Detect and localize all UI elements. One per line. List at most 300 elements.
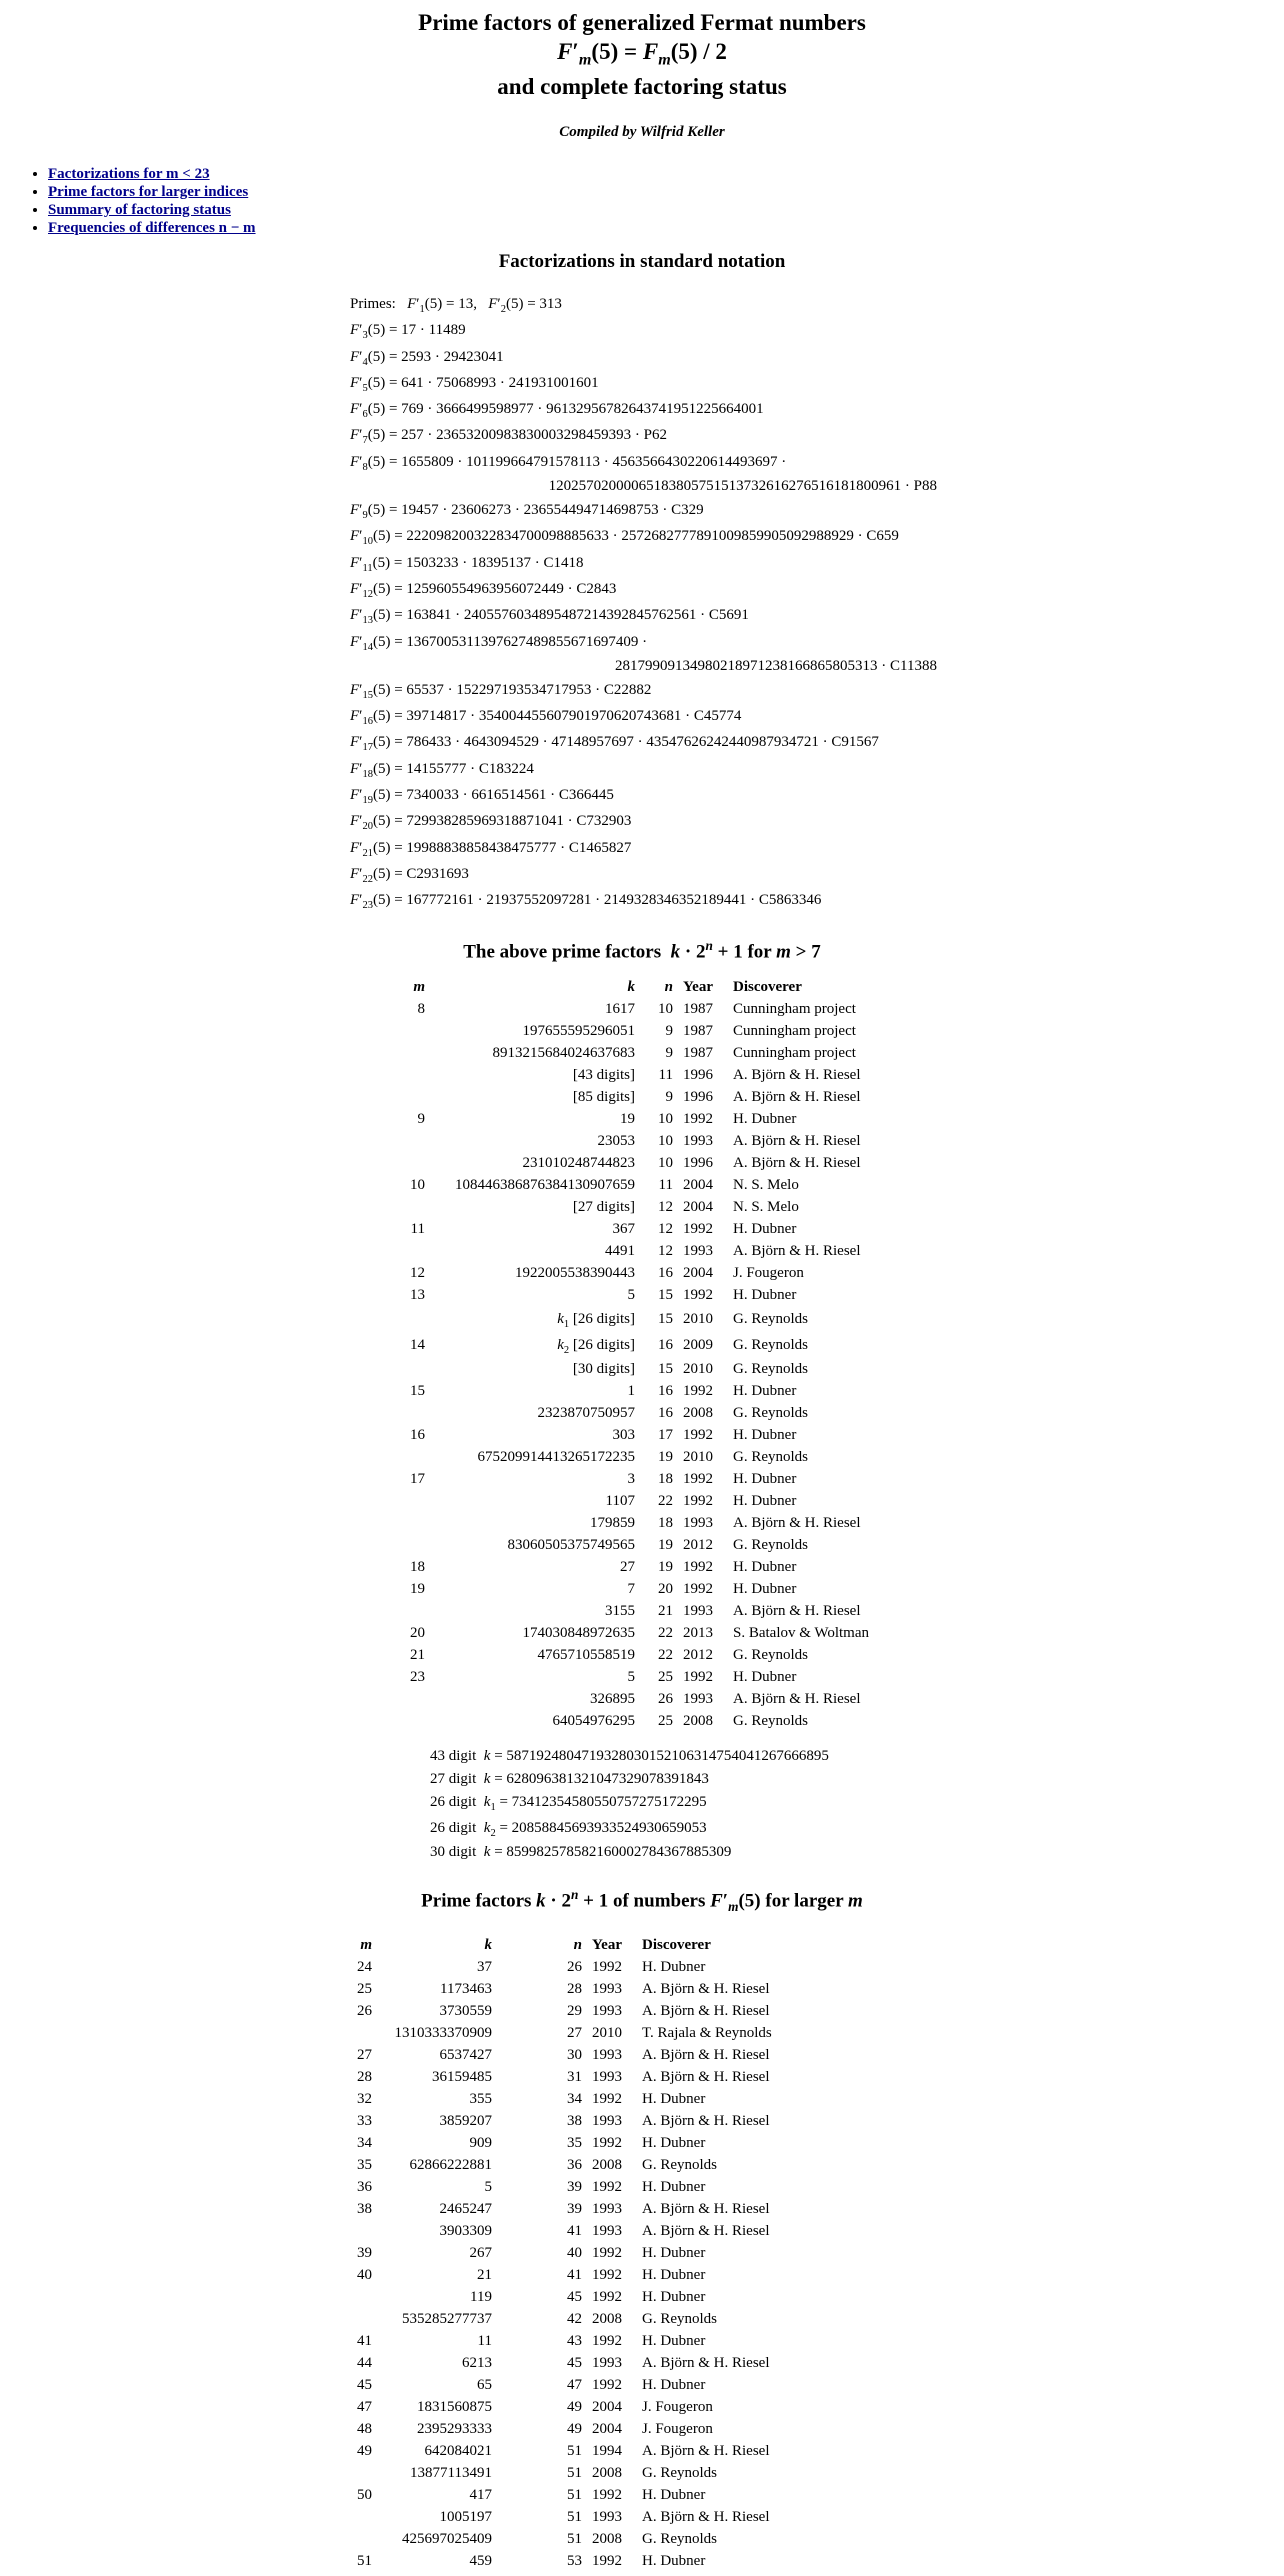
col-k: k [484,1937,492,1953]
cell-n: 10 [658,1111,673,1127]
cell-k: 3859207 [439,2113,492,2129]
digit-note [430,1790,829,1816]
factorization-row [350,370,950,396]
primes-row: Primes: $F'_1(5) = 13$, $F'_2(5) = 313$ [350,296,562,315]
cell-m: 36 [357,2179,372,2195]
cell-year: 1993 [683,1603,713,1619]
table-row [345,2418,777,2440]
table-row [345,2000,777,2022]
cell-k: 891321568402463​7683 [492,1045,635,1061]
cell-year: 2008 [683,1713,713,1729]
cell-discoverer: A. Björn & H. Riesel [642,2069,770,2085]
cell-m [405,1446,430,1468]
fermat-label: $F'_5(5)$ = [350,374,402,394]
table-row [345,2308,777,2330]
factorization-value: 1655809 · 1011996647915781​13 · 456356643022061​4493697 · [401,453,787,470]
cell-year: 1993 [592,2201,622,2217]
factorization-row [350,861,950,887]
factorization-value: 167772161 · 21937552097281 · 214932834635218​9441 · C5863346 [406,892,822,909]
digit-note [430,1841,829,1864]
cell-year: 1992 [683,1471,713,1487]
fermat-index: 3 [362,330,368,342]
cell-year: 1994 [592,2443,622,2459]
section2-heading-mid: + 1 for [717,941,777,963]
cell-k: 1173463 [440,1981,492,1997]
cell-year: 1993 [592,2069,622,2085]
table-row [405,1306,874,1332]
factorization-value: C2931693 [406,865,469,882]
primes-label: Primes: [350,296,396,312]
factorization-row [350,344,950,370]
cell-m: 11 [410,1221,425,1237]
toc-link-summary[interactable]: Summary of factoring status [48,202,231,219]
cell-m: 23 [410,1669,425,1685]
factorization-row [350,422,950,448]
cell-m: 32 [357,2091,372,2107]
note-prefix: 26 digit [430,1794,481,1810]
table-row [405,1534,874,1556]
cell-k: 3 [627,1471,635,1487]
col-m: m [360,1937,372,1953]
table-row [345,2506,777,2528]
cell-m [405,1152,430,1174]
cell-m: 44 [357,2355,372,2371]
cell-n: 39 [567,2179,582,2195]
cell-n: 16 [658,1405,673,1421]
cell-m: 20 [410,1625,425,1641]
cell-year: 2008 [592,2311,622,2327]
cell-year: 1992 [592,2377,622,2393]
title-line-3: and complete factoring status [497,73,787,99]
table-row [345,2286,777,2308]
cell-discoverer: H. Dubner [642,2377,706,2393]
cell-k: 367 [612,1221,635,1237]
cell-m [405,1534,430,1556]
cell-discoverer: H. Dubner [733,1287,797,1303]
cell-discoverer: H. Dubner [642,2333,706,2349]
fermat-index: 13 [362,615,373,627]
table-row [405,1108,874,1130]
cell-k: 1922005538390443 [515,1265,635,1281]
col-discoverer: Discoverer [733,979,802,995]
section2-heading: The above prime factors $k \cdot 2^n + 1$ for m > 7 [463,938,821,963]
col-m: m [413,979,425,995]
table-row [345,2132,777,2154]
table-row [345,2198,777,2220]
cell-m [345,2022,377,2044]
cell-discoverer: G. Reynolds [733,1647,808,1663]
table-row [345,2264,777,2286]
note-sub: 2 [490,1827,496,1839]
cell-year: 2012 [683,1647,713,1663]
table-row [405,1130,874,1152]
table-row [405,1174,874,1196]
table-row [345,2154,777,2176]
cell-year: 1992 [683,1669,713,1685]
cell-discoverer: G. Reynolds [733,1337,808,1353]
cell-discoverer: G. Reynolds [733,1311,808,1327]
digit-note [430,1768,829,1791]
cell-year: 1993 [592,2509,622,2525]
cell-m: 9 [417,1111,425,1127]
cell-k: 303 [612,1427,635,1443]
cell-n: 22 [658,1493,673,1509]
cell-discoverer: J. Fougeron [642,2399,713,2415]
table-row [405,1358,874,1380]
cell-discoverer: A. Björn & H. Riesel [642,2443,770,2459]
fermat-label: $F'_4(5)$ = [350,348,402,368]
cell-k: 425697025409 [402,2531,492,2547]
toc-item [48,201,1284,219]
cell-discoverer: H. Dubner [733,1221,797,1237]
table-row [405,1644,874,1666]
cell-n: 11 [658,1177,673,1193]
digit-note [430,1816,829,1842]
cell-year: 1992 [592,2091,622,2107]
cell-discoverer: A. Björn & H. Riesel [733,1515,861,1531]
cell-k: [27 digits] [572,1199,635,1215]
cell-discoverer: N. S. Melo [733,1177,799,1193]
cell-year: 2012 [683,1537,713,1553]
cell-n: 10 [658,1133,673,1149]
cell-m [405,1490,430,1512]
note-sub: 1 [490,1802,496,1813]
cell-n: 22 [658,1625,673,1641]
factorization-row [350,523,950,549]
cell-discoverer: N. S. Melo [733,1199,799,1215]
fermat-index: 15 [362,689,373,701]
cell-m [405,1064,430,1086]
cell-year: 1992 [592,2553,622,2569]
cell-k: 2465247 [439,2201,492,2217]
cell-m [405,1086,430,1108]
fermat-label: $F'_{13}(5)$ = [350,607,407,627]
cell-n: 29 [567,2003,582,2019]
fermat-label: $F'_9(5)$ = [350,502,402,522]
toc-link-frequencies[interactable]: Frequencies of differences n − m [48,220,256,237]
factorization-value: 65537 · 152297193534717953 · C22882 [406,681,652,698]
cell-k: 64054976295 [552,1713,635,1729]
cell-n: 25 [658,1713,673,1729]
cell-k: 909 [469,2135,492,2151]
cell-year: 2004 [592,2421,622,2437]
cell-year: 1992 [592,2135,622,2151]
cell-year: 2008 [683,1405,713,1421]
note-value: = 859982578582160002784367885309 [490,1844,732,1860]
section2-heading-end: > 7 [790,941,821,963]
cell-discoverer: H. Dubner [642,2091,706,2107]
cell-n: 21 [658,1603,673,1619]
table-row [405,1064,874,1086]
fermat-label: $F'_{23}(5)$ = [350,892,407,912]
table-row [345,2528,777,2550]
factorization-row [350,887,950,913]
note-k: k [483,1770,491,1787]
cell-m: 15 [410,1383,425,1399]
cell-year: 1987 [683,1045,713,1061]
cell-discoverer: A. Björn & H. Riesel [642,1981,770,1997]
table-row [405,1578,874,1600]
cell-n: 51 [567,2443,582,2459]
cell-n: 18 [658,1471,673,1487]
fermat-label: $F'_{22}(5)$ = [350,865,407,885]
cell-year: 1992 [683,1221,713,1237]
cell-year: 1992 [592,2333,622,2349]
cell-k: 2395293333 [417,2421,492,2437]
col-year: Year [683,979,713,995]
factorization-row [350,782,950,808]
cell-k: 21 [477,2267,492,2283]
cell-k: 1107 [605,1493,635,1509]
cell-n: 12 [658,1243,673,1259]
fermat-label: $F'_{14}(5)$ = [350,633,407,653]
cell-n: 15 [658,1287,673,1303]
col-year: Year [592,1937,622,1953]
cell-n: 22 [658,1647,673,1663]
cell-m [405,1600,430,1622]
table-row [405,1020,874,1042]
note-value: = 20858845693933524930659053 [495,1819,707,1836]
fermat-index: 18 [362,768,373,780]
table-row [345,2088,777,2110]
cell-k: 1084463868763841​30907659 [455,1177,635,1193]
cell-m [345,2220,377,2242]
cell-m: 38 [357,2201,372,2217]
cell-m: 48 [357,2421,372,2437]
factorization-value: 1503233 · 18395137 · C1418 [406,554,584,571]
cell-k: 27 [620,1559,635,1575]
cell-discoverer: A. Björn & H. Riesel [642,2509,770,2525]
cell-n: 16 [658,1383,673,1399]
table-row [405,1196,874,1218]
table-header-row [405,976,874,998]
cell-year: 1993 [683,1133,713,1149]
cell-n: 31 [567,2069,582,2085]
cell-n: 36 [567,2157,582,2173]
cell-year: 1996 [683,1067,713,1083]
cell-n: 9 [665,1045,673,1061]
cell-discoverer: G. Reynolds [642,2465,717,2481]
compiled-by: Compiled by Wilfrid Keller [559,124,725,141]
cell-year: 1992 [592,2289,622,2305]
cell-n: 51 [567,2465,582,2481]
cell-k: 197655595296051 [522,1023,635,1039]
cell-m [405,1306,430,1332]
table-row [405,1218,874,1240]
cell-year: 1992 [683,1493,713,1509]
factorization-value: 17 · 11489 [401,322,466,339]
table-row [345,2066,777,2088]
factorization-value: 769 · 3666499598977 · 96132956782643741951225664001 [401,401,764,418]
table-row [405,1556,874,1578]
cell-n: 38 [567,2113,582,2129]
cell-discoverer: Cunningham project [733,1045,856,1061]
cell-discoverer: A. Björn & H. Riesel [733,1089,861,1105]
cell-year: 2004 [683,1199,713,1215]
toc-link-larger-indices[interactable]: Prime factors for larger indices [48,184,249,201]
cell-m [405,1688,430,1710]
cell-m [405,1196,430,1218]
table-of-contents [30,165,1284,237]
fermat-index: 4 [362,356,368,368]
factorization-value: 136700531139762748985567169​7409 · [406,633,648,650]
factorization-value: 2593 · 29423041 [401,348,504,365]
cell-k: 119 [470,2289,492,2305]
title-formula: $F'_m(5) = F_m(5) / 2$ [557,39,727,70]
fermat-index: 11 [362,562,373,574]
cell-year: 2004 [683,1265,713,1281]
table-row [405,1666,874,1688]
cell-year: 1992 [683,1427,713,1443]
fermat-label: $F'_6(5)$ = [350,401,402,421]
factorization-row [350,497,950,523]
cell-m: 25 [357,1981,372,1997]
fermat-index: 17 [362,742,373,754]
table-row [405,1688,874,1710]
cell-m: 47 [357,2399,372,2415]
cell-year: 2010 [592,2025,622,2041]
note-value: = 628096381321047329078391843 [490,1770,709,1787]
fermat-label: $F'_{21}(5)$ = [350,839,407,859]
factorization-continuation [350,655,937,677]
cell-k: 7 [627,1581,635,1597]
cell-k: 535285277737 [402,2311,492,2327]
cell-k: 5 [484,2179,492,2195]
cell-year: 1992 [683,1111,713,1127]
cell-m [345,2506,377,2528]
col-n: n [573,1937,582,1953]
cell-m: 45 [357,2377,372,2393]
cell-discoverer: H. Dubner [642,2135,706,2151]
cell-discoverer: H. Dubner [733,1669,797,1685]
cell-k: 13877113491 [410,2465,492,2481]
cell-discoverer: A. Björn & H. Riesel [642,2113,770,2129]
cell-n: 15 [658,1311,673,1327]
page [0,8,1284,2576]
cell-k: 179859 [590,1515,635,1531]
fermat-index: 8 [362,461,368,473]
cell-n: 26 [658,1691,673,1707]
cell-m: 24 [357,1959,372,1975]
digit-notes [430,1745,829,1864]
table-row [405,1284,874,1306]
fermat-label: $F'_{19}(5)$ = [350,787,407,807]
cell-k: [30 digits] [572,1361,635,1377]
fermat-label: $F'_{15}(5)$ = [350,681,407,701]
cell-m: 28 [357,2069,372,2085]
cell-m: 50 [357,2487,372,2503]
fermat-label: $F'_{18}(5)$ = [350,760,407,780]
note-value: = 58719248047193280301521063147540412676​66895 [490,1748,829,1764]
cell-n: 10 [658,1155,673,1171]
toc-item [48,165,1284,183]
table-row [405,1424,874,1446]
cell-k: 37 [477,1959,492,1975]
factorization-row [350,756,950,782]
cell-year: 1996 [683,1089,713,1105]
cell-m [405,1240,430,1262]
cell-discoverer: A. Björn & H. Riesel [733,1603,861,1619]
cell-year: 1992 [592,1959,622,1975]
note-value: = 73412354580550757275172295 [495,1794,707,1810]
cell-year: 2013 [683,1625,713,1641]
cell-discoverer: G. Reynolds [733,1361,808,1377]
cell-year: 2004 [683,1177,713,1193]
factors-table-large-m-body [345,1956,777,2572]
cell-m: 39 [357,2245,372,2261]
cell-n: 9 [665,1089,673,1105]
cell-year: 1992 [592,2179,622,2195]
factorization-value: 163841 · 240557603489548721439284576256​1 · C5691 [406,607,749,624]
cell-n: 19 [658,1559,673,1575]
factorization-value: 125960554963956072449 · C2843 [406,580,617,597]
cell-k: 830605053757495​65 [507,1537,635,1553]
cell-discoverer: H. Dubner [642,2553,706,2569]
table-row [345,2440,777,2462]
toc-link-factorizations[interactable]: Factorizations for m < 23 [48,166,210,183]
cell-k: 174030848972635 [522,1625,635,1641]
cell-year: 1987 [683,1001,713,1017]
cell-year: 2008 [592,2157,622,2173]
cell-k: 417 [469,2487,492,2503]
cell-discoverer: H. Dubner [733,1383,797,1399]
cell-k: 5 [627,1287,635,1303]
factorization-value: 1202570200006518380575151373261627651618180​0961 · P88 [548,478,937,495]
fermat-index: 5 [362,382,368,394]
fermat-index: 7 [362,435,368,447]
cell-discoverer: H. Dubner [642,2289,706,2305]
table-row [345,2352,777,2374]
cell-discoverer: Cunningham project [733,1023,856,1039]
table-row [405,1512,874,1534]
cell-n: 45 [567,2355,582,2371]
cell-year: 1992 [592,2487,622,2503]
factorization-value: 19457 · 23606273 · 236554494714698753 · C329 [401,502,704,519]
cell-k: 19 [620,1111,635,1127]
factorization-continuation [350,475,937,497]
cell-m [345,2286,377,2308]
cell-n: 12 [658,1221,673,1237]
cell-k: 1005197 [439,2509,492,2525]
table-row [345,2044,777,2066]
cell-m: 14 [410,1337,425,1353]
note-k: k [483,1819,491,1836]
fermat-index: 9 [362,510,368,522]
cell-year: 1993 [592,2113,622,2129]
table-row [345,2484,777,2506]
cell-k: 5 [627,1669,635,1685]
fermat-index: 23 [362,900,373,912]
cell-n: 45 [567,2289,582,2305]
cell-n: 12 [658,1199,673,1215]
cell-discoverer: A. Björn & H. Riesel [642,2223,770,2239]
table-row [405,1710,874,1732]
cell-discoverer: A. Björn & H. Riesel [733,1133,861,1149]
cell-discoverer: G. Reynolds [642,2531,717,2547]
cell-k: 3903309 [439,2223,492,2239]
cell-discoverer: H. Dubner [733,1493,797,1509]
factorization-value: 7340033 · 6616514561 · C366445 [406,787,614,804]
cell-k: 267 [469,2245,492,2261]
cell-m: 19 [410,1581,425,1597]
cell-m [345,2462,377,2484]
cell-n: 25 [658,1669,673,1685]
cell-m: 35 [357,2157,372,2173]
factorization-value: 281799091349802189712381668​65805313 · C11388 [615,657,937,674]
cell-m: 16 [410,1427,425,1443]
cell-m [405,1512,430,1534]
cell-year: 2009 [683,1337,713,1353]
